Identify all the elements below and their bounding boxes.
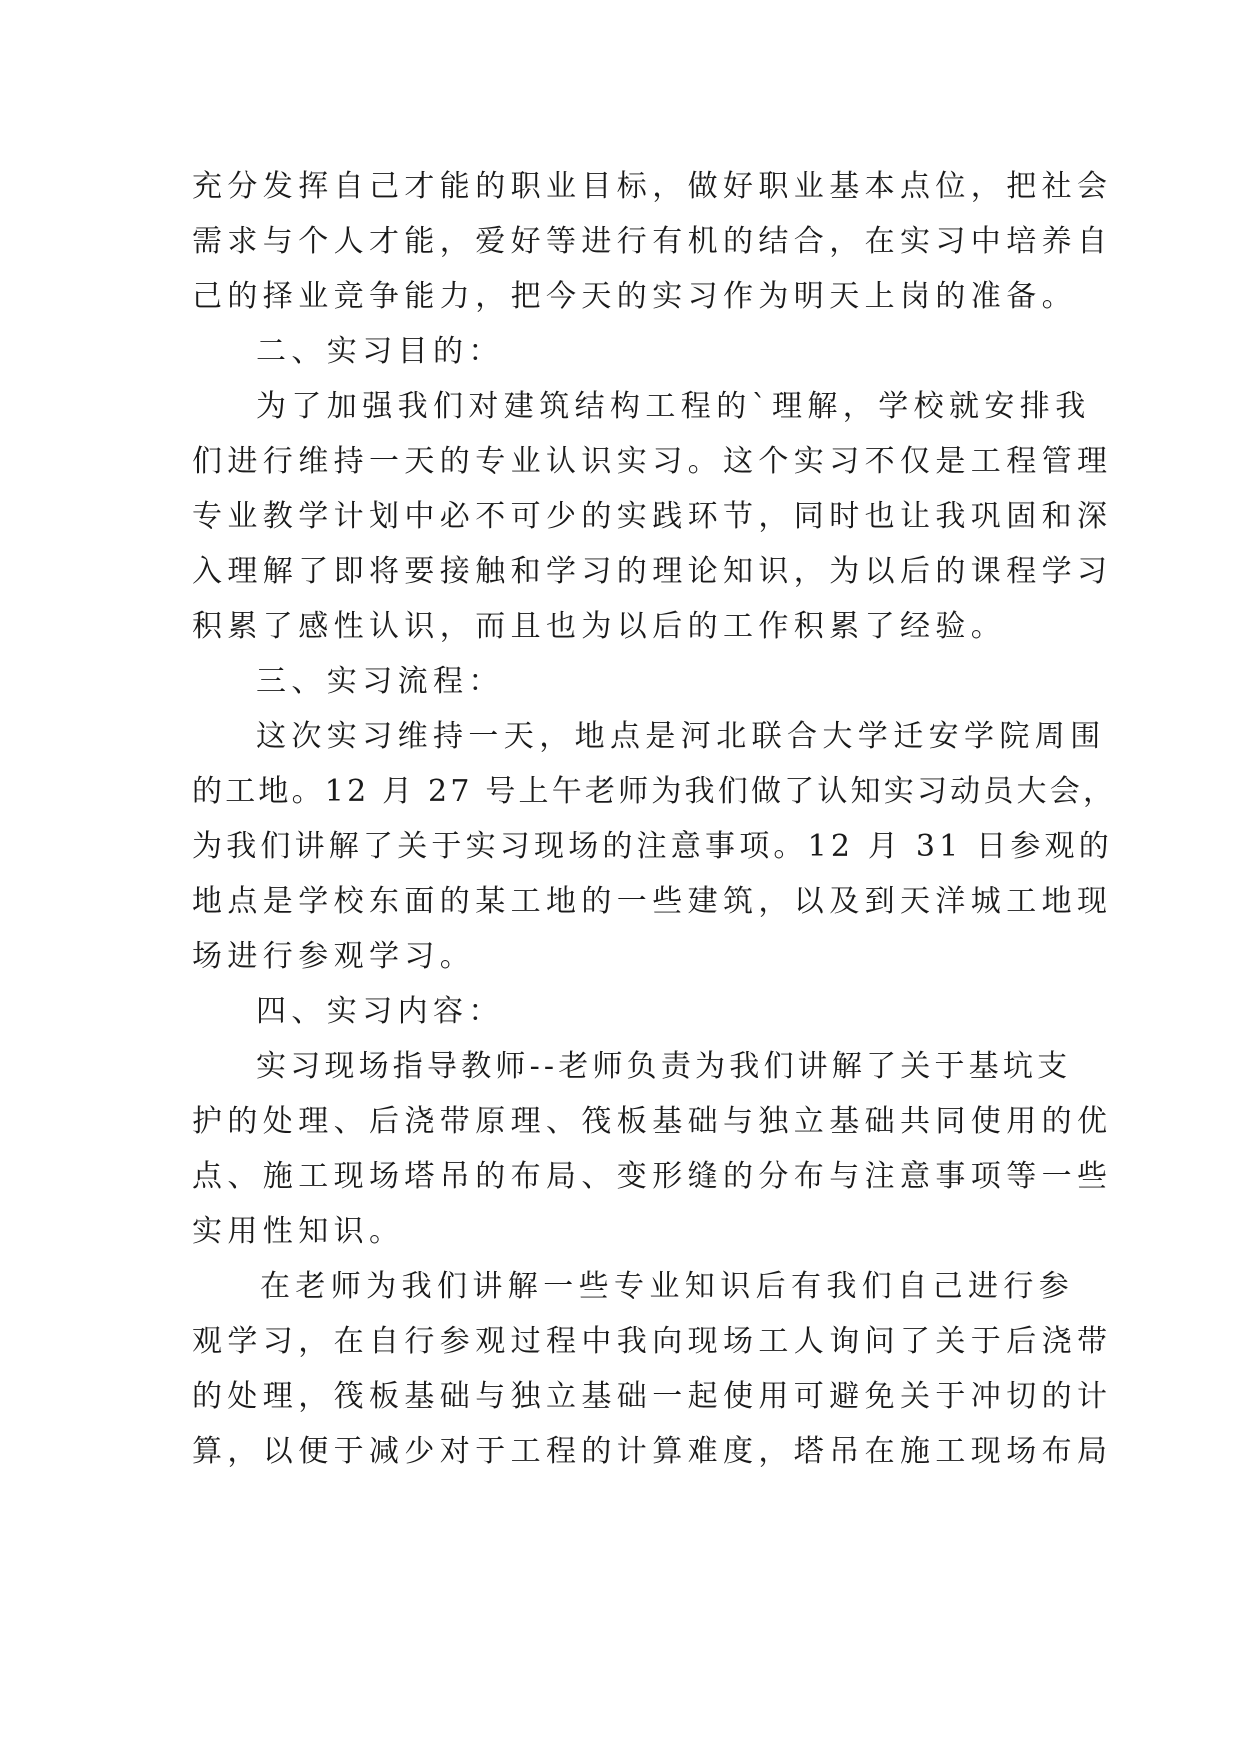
body-text-line: 这次实习维持一天，地点是河北联合大学迁安学院周围 — [256, 719, 1106, 754]
body-text-line: 需求与个人才能，爱好等进行有机的结合，在实习中培养自 — [192, 224, 1113, 259]
body-text-line: 护的处理、后浇带原理、筏板基础与独立基础共同使用的优 — [192, 1104, 1113, 1139]
section-heading-purpose: 二、实习目的： — [256, 334, 504, 369]
body-text-line: 专业教学计划中必不可少的实践环节，同时也让我巩固和深 — [192, 499, 1113, 534]
body-text-line: 充分发挥自己才能的职业目标，做好职业基本点位，把社会 — [192, 169, 1113, 204]
body-text-line: 为了加强我们对建筑结构工程的`理解，学校就安排我 — [256, 389, 1091, 424]
body-text-line: 己的择业竞争能力，把今天的实习作为明天上岗的准备。 — [192, 279, 1077, 314]
document-page — [192, 0, 1117, 1754]
section-heading-process: 三、实习流程： — [256, 664, 504, 699]
body-text-line: 的处理，筏板基础与独立基础一起使用可避免关于冲切的计 — [192, 1379, 1113, 1414]
body-text-line: 积累了感性认识，而且也为以后的工作积累了经验。 — [192, 609, 1007, 644]
body-text-line: 地点是学校东面的某工地的一些建筑，以及到天洋城工地现 — [192, 884, 1113, 919]
section-heading-content: 四、实习内容： — [256, 994, 504, 1029]
body-text-line: 点、施工现场塔吊的布局、变形缝的分布与注意事项等一些 — [192, 1159, 1113, 1194]
body-text-line: 实习现场指导教师--老师负责为我们讲解了关于基坑支 — [256, 1049, 1072, 1084]
body-text-line: 为我们讲解了关于实习现场的注意事项。12 月 31 日参观的 — [192, 829, 1113, 864]
body-text-line: 的工地。12 月 27 号上午老师为我们做了认知实习动员大会， — [192, 774, 1117, 809]
body-text-line: 场进行参观学习。 — [192, 939, 476, 974]
body-text-line: 们进行维持一天的专业认识实习。这个实习不仅是工程管理 — [192, 444, 1113, 479]
body-text-line: 在老师为我们讲解一些专业知识后有我们自己进行参 — [260, 1269, 1075, 1304]
body-text-line: 实用性知识。 — [192, 1214, 405, 1249]
body-text-line: 算，以便于减少对于工程的计算难度，塔吊在施工现场布局 — [192, 1434, 1113, 1469]
body-text-line: 入理解了即将要接触和学习的理论知识，为以后的课程学习 — [192, 554, 1113, 589]
body-text-line: 观学习，在自行参观过程中我向现场工人询问了关于后浇带 — [192, 1324, 1113, 1359]
